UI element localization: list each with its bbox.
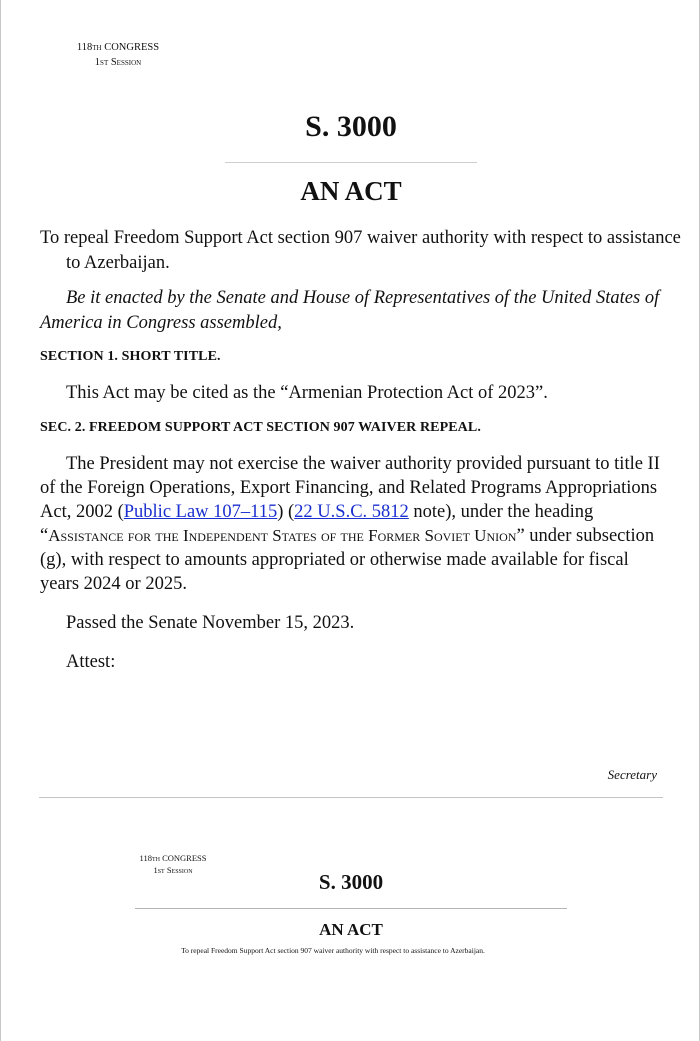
enacting-clause: Be it enacted by the Senate and House of Representatives of the United States of America in Congress assembled,: [40, 288, 660, 333]
section-2-text-part2: ) (: [277, 502, 295, 522]
section-2-text-part1: The President may not exercise the waiver authority provided pursuant to title II of the Foreign Operations, Export Financing, and Related Programs Appropriations Act, 2002 (: [40, 454, 660, 522]
section-2-heading: SEC. 2. FREEDOM SUPPORT ACT SECTION 907 WAIVER REPEAL.: [40, 420, 481, 435]
page-divider: [39, 797, 663, 798]
back-congress-label: 118th CONGRESS: [139, 853, 207, 863]
secretary-signature-label: Secretary: [607, 767, 657, 782]
section-2-text-part3: note), under the heading “: [40, 502, 594, 546]
attest-label: Attest:: [66, 652, 116, 672]
back-bill-purpose: To repeal Freedom Support Act section 907 waiver authority with respect to assistance to Azerbaijan.: [181, 946, 485, 955]
congress-label: 118th CONGRESS: [76, 42, 160, 53]
bill-number: S. 3000: [305, 110, 397, 143]
heading-reference: Assistance for the Independent States of the Former Soviet Union: [48, 526, 517, 545]
act-title: AN ACT: [300, 176, 402, 206]
session-label: 1st Session: [94, 57, 142, 68]
back-bill-number: S. 3000: [318, 870, 384, 894]
bill-purpose: To repeal Freedom Support Act section 907 waiver authority with respect to assistance to Azerbaijan.: [40, 228, 681, 273]
section-1-heading: SECTION 1. SHORT TITLE.: [40, 349, 221, 364]
back-title-rule: [135, 908, 567, 909]
public-law-link[interactable]: Public Law 107–115: [123, 502, 278, 522]
section-2-text-part4: ” under subsection (g), with respect to amounts appropriated or otherwise made available for fiscal years 2024 or 2025.: [40, 526, 655, 594]
section-2-text: [40, 452, 660, 596]
passed-statement: Passed the Senate November 15, 2023.: [66, 613, 355, 633]
usc-link[interactable]: 22 U.S.C. 5812: [294, 502, 409, 522]
title-rule: [225, 162, 477, 163]
congress-session-label: [73, 40, 163, 70]
back-act-title: AN ACT: [319, 920, 383, 939]
back-session-label: 1st Session: [153, 865, 193, 875]
section-1-text: This Act may be cited as the “Armenian Protection Act of 2023”.: [66, 383, 548, 403]
